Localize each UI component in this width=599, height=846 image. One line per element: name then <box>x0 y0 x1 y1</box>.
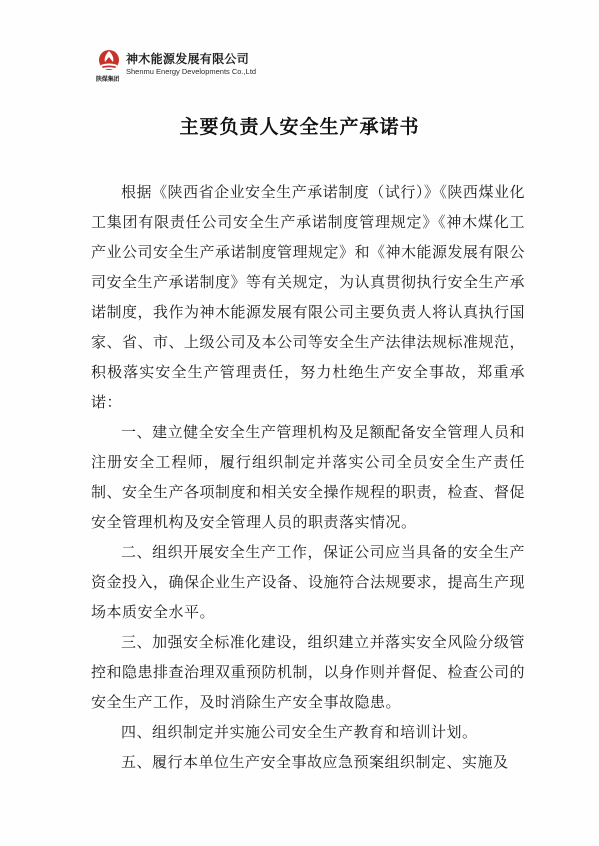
paragraph-item-1: 一、建立健全安全生产管理机构及足额配备安全管理人员和注册安全工程师，履行组织制定并落实公司全员安全生产责任制、安全生产各项制度和相关安全操作规程的职责，检查、督促安全管理机构及安全管理人员的职责落实情况。 <box>91 423 526 531</box>
paragraph-intro: 根据《陕西省企业安全生产承诺制度（试行）》《陕西煤业化工集团有限责任公司安全生产承诺制度管理规定》《神木煤化工产业公司安全生产承诺制度管理规定》和《神木能源发展有限公司安全生产承诺制度》等有关规定，为认真贯彻执行安全生产承诺制度，我作为神木能源发展有限公司主要负责人将认真执行国家、省、市、上级公司及本公司等安全生产法律法规标准规范，积极落实安全生产管理责任，努力杜绝生产安全事故，郑重承诺： <box>91 183 526 411</box>
company-name-cn: 神木能源发展有限公司 <box>126 52 250 66</box>
company-name-en: Shenmu Energy Developments Co.,Ltd <box>126 67 257 76</box>
shaanxi-coal-logo-icon <box>96 48 122 74</box>
company-name-block <box>126 52 256 77</box>
letterhead <box>96 48 256 82</box>
paragraph-item-4: 四、组织制定并实施公司安全生产教育和培训计划。 <box>121 723 478 741</box>
company-logo <box>96 48 122 82</box>
paragraph-item-3: 三、加强安全标准化建设，组织建立并落实安全风险分级管控和隐患排查治理双重预防机制，以身作则并督促、检查公司的安全生产工作，及时消除生产安全事故隐患。 <box>91 633 526 711</box>
paragraph-item-2: 二、组织开展安全生产工作，保证公司应当具备的安全生产资金投入，确保企业生产设备、设施符合法规要求，提高生产现场本质安全水平。 <box>91 543 526 621</box>
document-body <box>91 177 525 777</box>
document-title: 主要负责人安全生产承诺书 <box>179 116 420 138</box>
group-name: 陕煤集团 <box>96 76 120 83</box>
paragraph-item-5: 五、履行本单位生产安全事故应急预案组织制定、实施及 <box>121 753 509 771</box>
